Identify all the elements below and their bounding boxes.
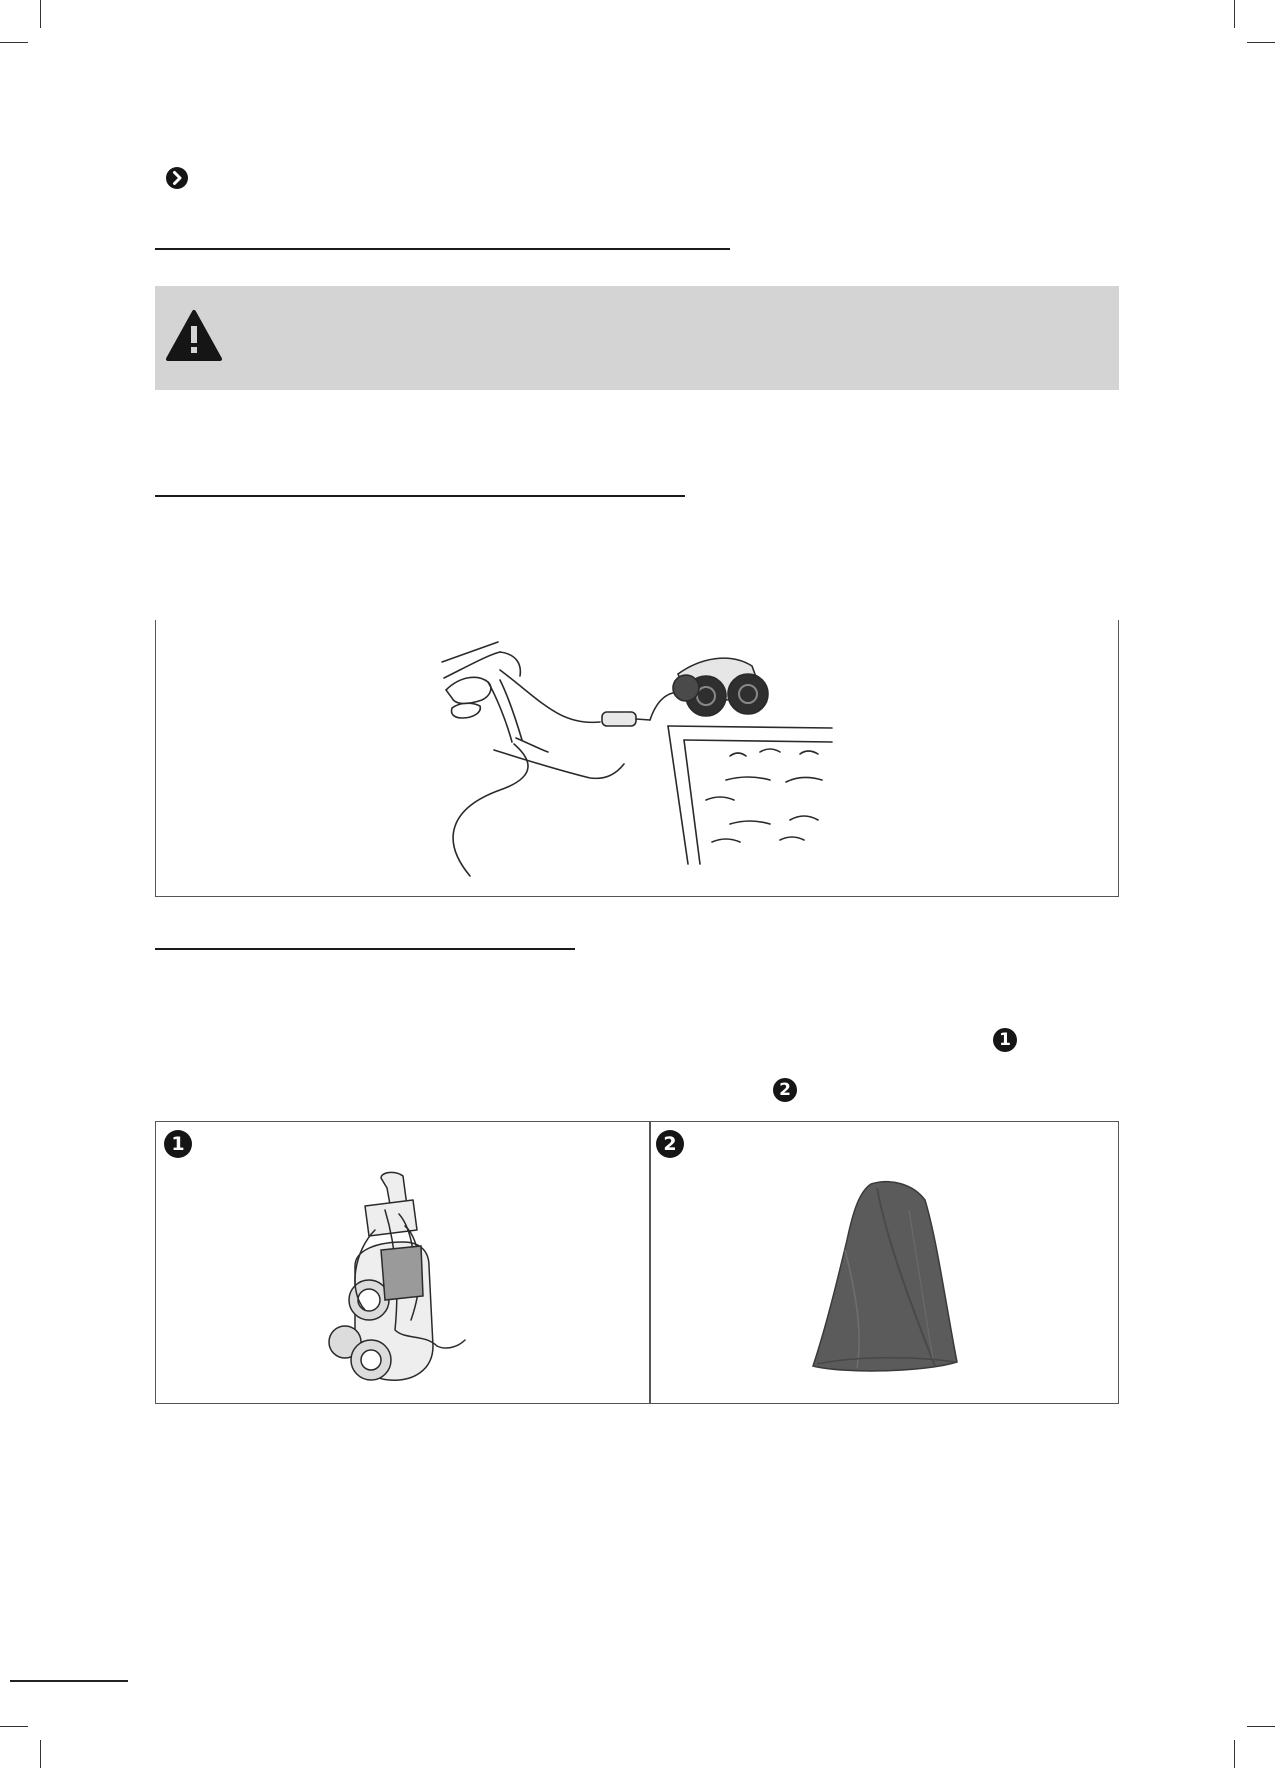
panel-2-number: 2	[656, 1130, 684, 1158]
storage-panels-frame	[155, 1121, 1119, 1404]
warning-triangle-icon	[165, 309, 223, 363]
crop-mark-br-h	[1247, 1726, 1275, 1727]
robot-cleaner-pool-illustration	[430, 640, 850, 880]
crop-mark-tr-v	[1234, 0, 1235, 28]
protective-cover-illustration	[805, 1180, 971, 1380]
crop-mark-tl-v	[40, 0, 41, 28]
callout-marker-1: 1	[993, 1028, 1017, 1052]
warning-band	[155, 286, 1119, 390]
callout-marker-2: 2	[773, 1078, 797, 1102]
crop-mark-bl-v	[40, 1740, 41, 1768]
panel-1-number: 1	[164, 1130, 192, 1158]
section-rule-3	[155, 948, 575, 950]
section-rule-2	[155, 495, 685, 497]
crop-mark-bl-h	[0, 1726, 28, 1727]
crop-mark-tr-h	[1247, 42, 1275, 43]
crop-mark-br-v	[1234, 1740, 1235, 1768]
crop-mark-tl-h	[0, 42, 28, 43]
footer-rule	[10, 1680, 128, 1682]
chevron-right-circle-icon	[165, 166, 189, 190]
section-rule-1	[155, 248, 730, 250]
robot-on-trolley-illustration	[325, 1170, 485, 1400]
panel-divider	[649, 1121, 651, 1404]
